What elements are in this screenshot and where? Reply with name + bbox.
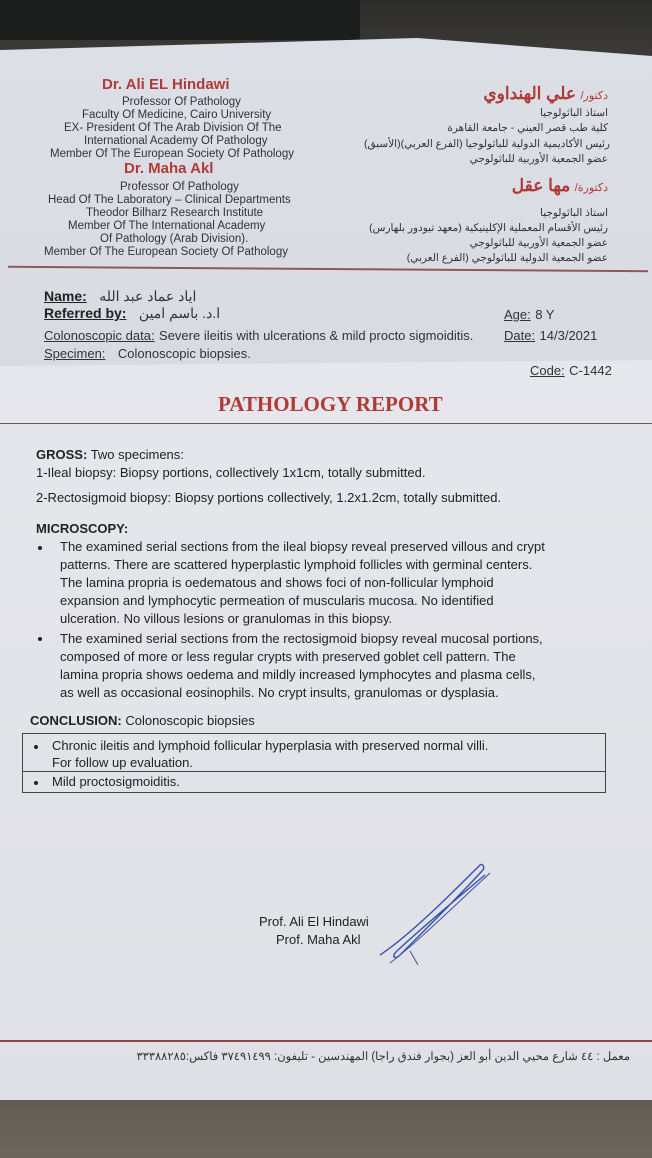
micro-p2-line-3: lamina propria shows oedema and mildly increased lymphocytes and plasma cells, <box>60 667 536 682</box>
doctor2-line-4: Member Of The International Academy <box>68 220 266 232</box>
conclusion-item-1: Chronic ileitis and lymphoid follicular hyperplasia with preserved normal villi. <box>52 738 489 753</box>
conclusion-bullet-1 <box>34 745 38 749</box>
doctor1-line-ar-3: رئيس الأكاديمية الدولية للباثولوجيا (الفرع العربي)(الأسبق) <box>363 138 610 150</box>
footer-address: معمل : ٤٤ شارع محيي الدين أبو العز (بجوار فندق راجا) المهندسين - تليفون: ٣٧٤٩١٤٩٩ فاكس:٣٣٣٨٨٢٨٥ <box>136 1051 630 1063</box>
microscopy-heading: MICROSCOPY: <box>36 521 129 536</box>
doctor2-line-ar-2: رئيس الأقسام المعملية الإكلينيكية (معهد تيودور بلهارس) <box>369 222 608 234</box>
doctor2-line-ar-1: استاذ الباثولوجيا <box>540 207 608 219</box>
doctor1-line-2: Faculty Of Medicine, Cairo University <box>82 109 272 121</box>
age-row: Age: 8 Y <box>504 307 555 322</box>
doctor1-line-4: International Academy Of Pathology <box>84 135 268 147</box>
micro-p1-line-3: The lamina propria is oedematous and shows foci of non-follicular lymphoid <box>60 575 494 590</box>
gross-line-1: 1-Ileal biopsy: Biopsy portions, collectively 1x1cm, totally submitted. <box>36 465 426 480</box>
doctor1-name-ar: دكتور/ علي الهنداوي <box>483 84 608 103</box>
doctor2-line-ar-4: عضو الجمعية الدولية للباثولوجي (الفرع العربي) <box>406 252 608 264</box>
micro-p1-line-1: The examined serial sections from the ileal biopsy reveal preserved villous and crypt <box>60 539 545 554</box>
micro-p1-line-5: ulceration. No villous lesions or granulomas in this biopsy. <box>60 611 393 626</box>
conclusion-item-2: Mild proctosigmoiditis. <box>52 774 180 789</box>
bullet-1 <box>38 546 42 550</box>
patient-name-row: Name: اياد عماد عبد الله <box>44 288 197 304</box>
report-title: PATHOLOGY REPORT <box>218 392 443 416</box>
doctor1-line-3: EX- President Of The Arab Division Of The <box>64 122 282 134</box>
handwritten-signature <box>370 855 500 970</box>
doctor2-line-3: Theodor Bilharz Research Institute <box>86 207 264 219</box>
code-row: Code: C-1442 <box>530 363 612 378</box>
micro-p2-line-2: composed of more or less regular crypts with preserved goblet cell pattern. The <box>60 649 516 664</box>
bullet-2 <box>38 637 42 641</box>
conclusion-heading: CONCLUSION: Colonoscopic biopsies <box>30 713 255 728</box>
micro-p1-line-2: patterns. There are scattered hyperplastic lymphoid follicles with germinal centers. <box>60 557 533 572</box>
doctor2-line-1: Professor Of Pathology <box>120 181 239 193</box>
doctor1-line-ar-2: كلية طب قصر العيني - جامعة القاهرة <box>447 122 608 134</box>
doctor2-line-2: Head Of The Laboratory – Clinical Departments <box>48 194 291 206</box>
doctor1-line-5: Member Of The European Society Of Pathology <box>50 148 294 160</box>
micro-p2-line-1: The examined serial sections from the rectosigmoid biopsy reveal mucosal portions, <box>60 631 543 646</box>
signature-2: Prof. Maha Akl <box>276 932 361 947</box>
doctor2-line-6: Member Of The European Society Of Pathology <box>44 246 288 258</box>
background-dark-object <box>0 0 360 40</box>
doctor1-line-1: Professor Of Pathology <box>122 96 241 108</box>
doctor1-line-ar-1: استاذ الباثولوجيا <box>540 107 608 119</box>
micro-p2-line-4: as well as occasional eosinophils. No crypt insults, granulomas or dysplasia. <box>60 685 499 700</box>
title-divider <box>0 423 652 424</box>
conclusion-bullet-2 <box>34 781 38 785</box>
micro-p1-line-4: expansion and lymphocytic permeation of muscularis mucosa. No identified <box>60 593 494 608</box>
doctor2-name-ar: دكتورة/ مها عقل <box>511 176 608 195</box>
referred-row: Referred by: ا.د. باسم امين <box>44 305 221 321</box>
doctor2-line-5: Of Pathology (Arab Division). <box>100 233 249 245</box>
footer-divider <box>0 1040 652 1042</box>
specimen-row: Specimen: Colonoscopic biopsies. <box>44 346 251 361</box>
gross-line-2: 2-Rectosigmoid biopsy: Biopsy portions collectively, 1.2x1.2cm, totally submitted. <box>36 490 502 505</box>
gross-heading: GROSS: Two specimens: <box>36 447 184 462</box>
colonoscopic-row: Colonoscopic data: Severe ileitis with ulcerations & mild procto sigmoiditis. <box>44 328 474 343</box>
doctor2-line-ar-3: عضو الجمعية الأوربية للباثولوجي <box>469 237 608 249</box>
conclusion-item-1b: For follow up evaluation. <box>52 755 193 770</box>
signature-1: Prof. Ali El Hindawi <box>259 914 369 929</box>
date-row: Date: 14/3/2021 <box>504 328 598 343</box>
doctor1-line-ar-4: عضو الجمعية الأوربية للباثولوجي <box>469 153 608 165</box>
doctor2-name-en: Dr. Maha Akl <box>124 160 214 177</box>
doctor1-name-en: Dr. Ali EL Hindawi <box>102 76 230 93</box>
